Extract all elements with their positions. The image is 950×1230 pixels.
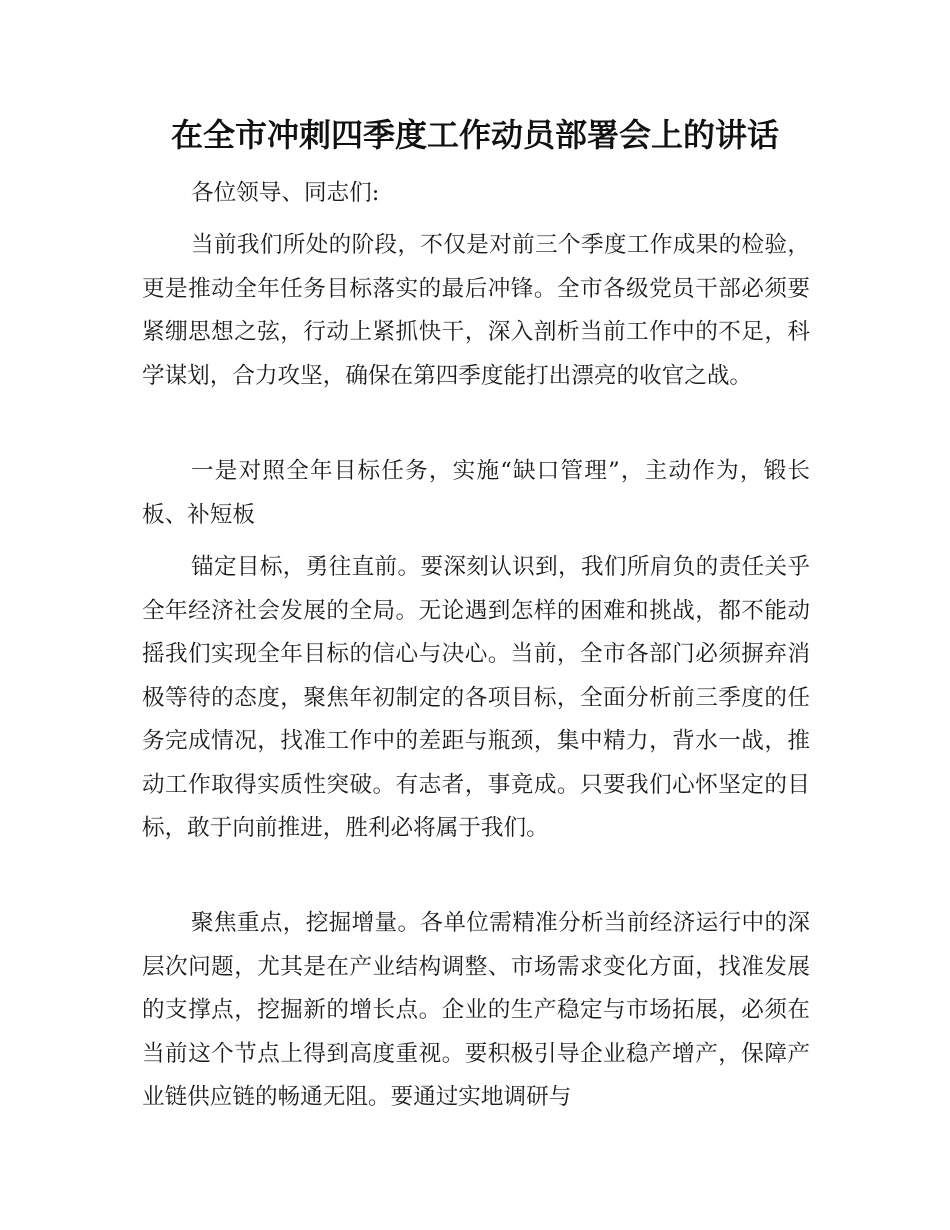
paragraph-focus-priorities: 聚焦重点，挖掘增量。各单位需精准分析当前经济运行中的深层次问题，尤其是在产业结构调整、市场需求变化方面，找准发展的支撑点，挖掘新的增长点。企业的生产稳定与市场拓展，必须在当前这个节点上得到高度重视。要积极引导企业稳产增产，保障产业链供应链的畅通无阻。要通过实地调研与 [142,910,810,1110]
salutation: 各位领导、同志们: [191,180,380,206]
section-heading-one: 一是对照全年目标任务，实施“缺口管理”，主动作为，锻长板、补短板 [142,458,810,528]
document-title: 在全市冲刺四季度工作动员部署会上的讲话 [170,116,779,154]
paragraph-intro: 当前我们所处的阶段，不仅是对前三个季度工作成果的检验，更是推动全年任务目标落实的最后冲锋。全市各级党员干部必须要紧绷思想之弦，行动上紧抓快干，深入剖析当前工作中的不足，科学谋划，合力攻坚，确保在第四季度能打出漂亮的收官之战。 [142,232,810,389]
paragraph-anchor-goals: 锚定目标，勇往直前。要深刻认识到，我们所肩负的责任关乎全年经济社会发展的全局。无论遇到怎样的困难和挑战，都不能动摇我们实现全年目标的信心与决心。当前，全市各部门必须摒弃消极等待的态度，聚焦年初制定的各项目标，全面分析前三季度的任务完成情况，找准工作中的差距与瓶颈，集中精力，背水一战，推动工作取得实质性突破。有志者，事竟成。只要我们心怀坚定的目标，敢于向前推进，胜利必将属于我们。 [142,554,810,841]
